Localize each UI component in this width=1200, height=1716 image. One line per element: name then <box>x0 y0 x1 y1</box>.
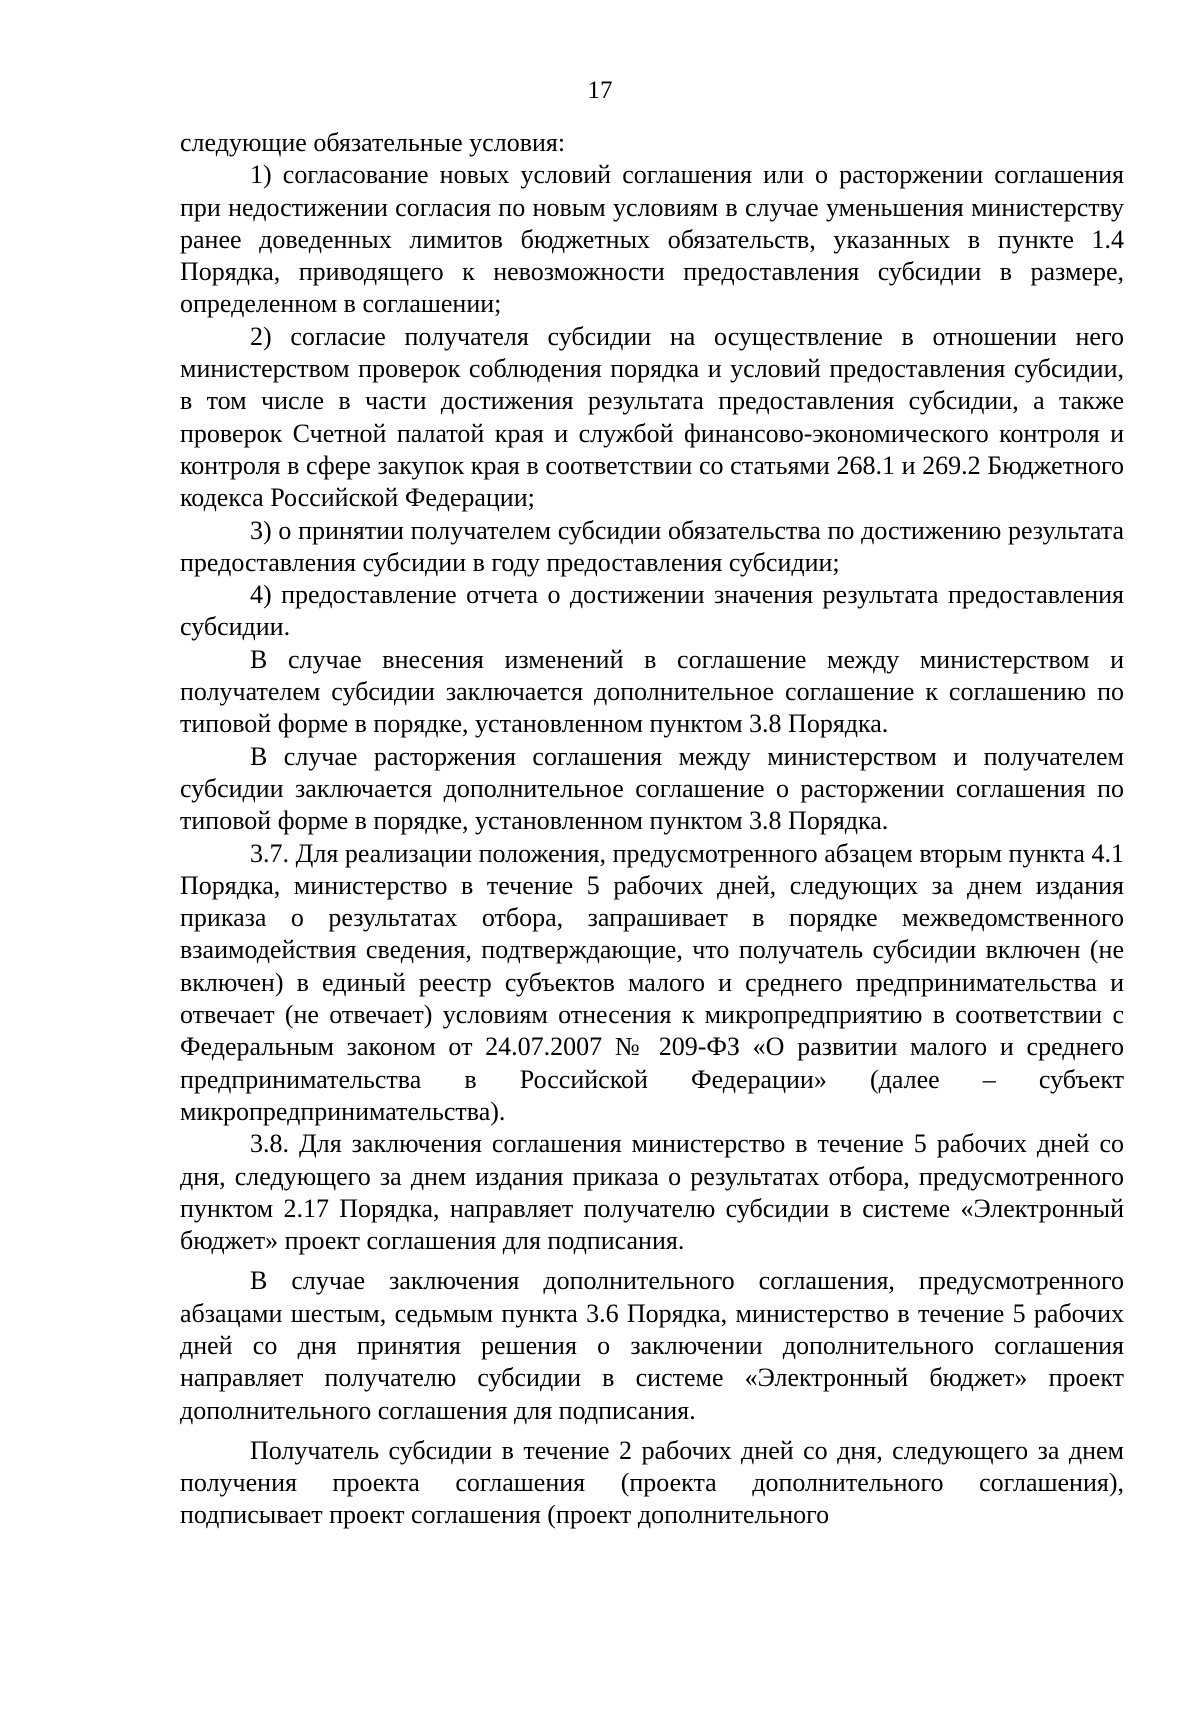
paragraph-condition-3: 3) о принятии получателем субсидии обязательства по достижению результата предоставления субсидии в году предоставления субсидии; <box>180 515 1124 577</box>
paragraph-condition-1: 1) согласование новых условий соглашения или о расторжении соглашения при недостижении согласия по новым условиям в случае уменьшения министерству ранее доведенных лимитов бюджетных обязательств, указанных в пункте 1.4 Порядка, приводящего к невозможности предоставления субсидии в размере, определенном в соглашении; <box>180 160 1124 319</box>
paragraph-termination: В случае расторжения соглашения между министерством и получателем субсидии заключается дополнительное соглашение о расторжении соглашения по типовой форме в порядке, установленном пунктом 3.8 Порядка. <box>180 741 1124 836</box>
paragraph-clause-3-7: 3.7. Для реализации положения, предусмотренного абзацем вторым пункта 4.1 Порядка, министерство в течение 5 рабочих дней, следующих за днем издания приказа о результатах отбора, запрашивает в порядке межведомственного взаимодействия сведения, подтверждающие, что получатель субсидии включен (не включен) в единый реестр субъектов малого и среднего предпринимательства и отвечает (не отвечает) условиям отнесения к микропредприятию в соответствии с Федеральным законом от 24.07.2007 № 209-ФЗ «О развитии малого и среднего предпринимательства в Российской Федерации» (далее – субъект микропредпринимательства). <box>180 838 1124 1126</box>
paragraph-additional-agreement: В случае заключения дополнительного соглашения, предусмотренного абзацами шестым, седьмым пункта 3.6 Порядка, министерство в течение 5 рабочих дней со дня принятия решения о заключении дополнительного соглашения направляет получателю субсидии в системе «Электронный бюджет» проект дополнительного соглашения для подписания. <box>180 1266 1124 1425</box>
paragraph-intro: следующие обязательные условия: <box>180 128 566 157</box>
paragraph-clause-3-8: 3.8. Для заключения соглашения министерство в течение 5 рабочих дней со дня, следующего за днем издания приказа о результатах отбора, предусмотренного пунктом 2.17 Порядка, направляет получателю субсидии в системе «Электронный бюджет» проект соглашения для подписания. <box>180 1129 1124 1256</box>
paragraph-amendment: В случае внесения изменений в соглашение между министерством и получателем субсидии заключается дополнительное соглашение к соглашению по типовой форме в порядке, установленном пунктом 3.8 Порядка. <box>180 644 1124 739</box>
paragraph-condition-2: 2) согласие получателя субсидии на осуществление в отношении него министерством проверок соблюдения порядка и условий предоставления субсидии, в том числе в части достижения результата предоставления субсидии, а также проверок Счетной палатой края и службой финансово-экономического контроля и контроля в сфере закупок края в соответствии со статьями 268.1 и 269.2 Бюджетного кодекса Российской Федерации; <box>180 321 1124 513</box>
paragraph-condition-4: 4) предоставление отчета о достижении значения результата предоставления субсидии. <box>180 580 1124 642</box>
page-number: 17 <box>587 77 613 104</box>
document-body <box>180 127 1124 1532</box>
paragraph-recipient-signing: Получатель субсидии в течение 2 рабочих дней со дня, следующего за днем получения проекта соглашения (проекта дополнительного соглашения), подписывает проект соглашения (проект дополнительного <box>180 1435 1124 1530</box>
